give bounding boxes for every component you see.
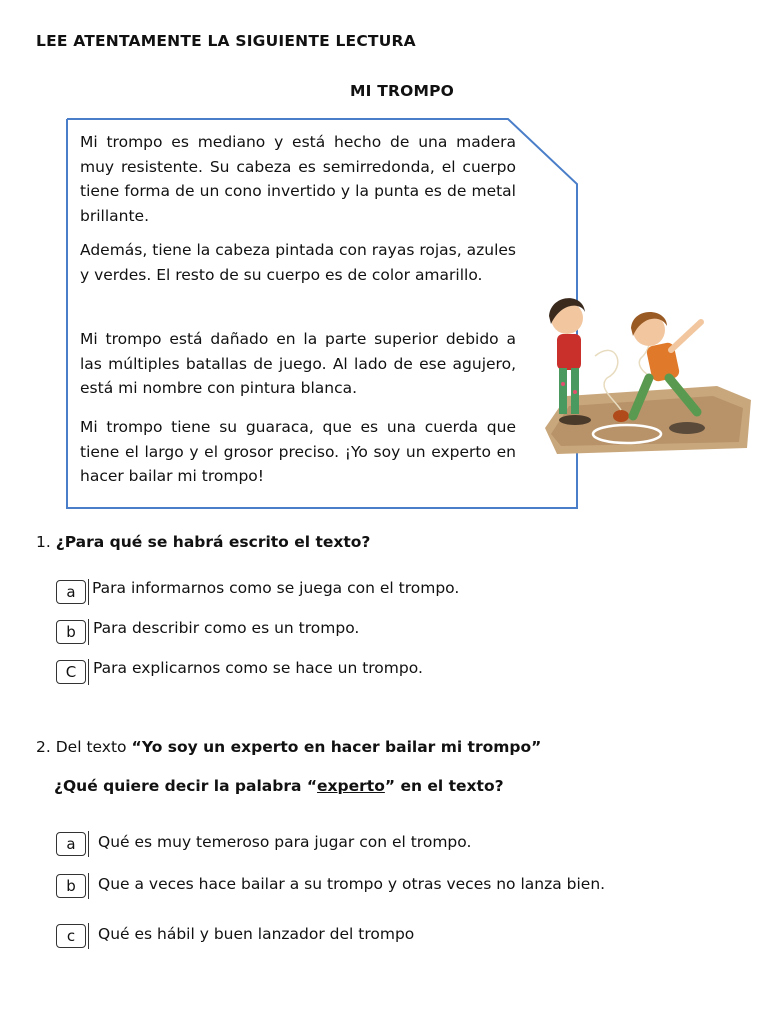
paragraph-3: Mi trompo está dañado en la parte superior debido a las múltiples batallas de juego. Al lado de ese agujero, está mi nombre con pintura blanca.	[80, 330, 516, 397]
q1-option-a-text: Para informarnos como se juega con el trompo.	[92, 579, 460, 597]
q2-option-c-separator	[88, 923, 89, 949]
q2-option-a-box[interactable]: a	[56, 832, 86, 856]
q2-option-b-text: Que a veces hace bailar a su trompo y otras veces no lanza bien.	[98, 875, 606, 893]
q1-option-c-box[interactable]: C	[56, 660, 86, 684]
question-2	[36, 738, 541, 756]
question-2-number: 2.	[36, 738, 51, 756]
question-1-number: 1.	[36, 533, 51, 551]
reading-box	[66, 118, 578, 510]
question-2-subquestion	[54, 777, 504, 795]
q2-option-b-box[interactable]: b	[56, 874, 86, 898]
paragraph-2: Además, tiene la cabeza pintada con rayas rojas, azules y verdes. El resto de su cuerpo es de color amarillo.	[80, 241, 516, 284]
question-2-intro: Del texto	[55, 738, 127, 756]
question-2-quote: “Yo soy un experto en hacer bailar mi trompo”	[131, 738, 542, 756]
q2-option-c-box[interactable]: c	[56, 924, 86, 948]
q2-option-c-text: Qué es hábil y buen lanzador del trompo	[98, 925, 415, 943]
paragraph-1: Mi trompo es mediano y está hecho de una madera muy resistente. Su cabeza es semirredonda, el cuerpo tiene forma de un cono invertido y la punta es de metal brillante.	[80, 133, 516, 225]
q1-option-b-text: Para describir como es un trompo.	[93, 619, 360, 637]
children-spinning-top-illustration	[537, 288, 759, 460]
q2-option-a-text: Qué es muy temeroso para jugar con el trompo.	[98, 833, 472, 851]
question-1	[36, 533, 370, 551]
subquestion-end: ” en el texto?	[384, 777, 504, 795]
q1-option-c-text: Para explicarnos como se hace un trompo.	[93, 659, 423, 677]
q1-option-a-separator	[88, 579, 89, 605]
instruction-heading: LEE ATENTAMENTE LA SIGUIENTE LECTURA	[36, 32, 416, 50]
q1-option-b-separator	[88, 619, 89, 645]
q1-option-a-box[interactable]: a	[56, 580, 86, 604]
q1-option-c-separator	[88, 659, 89, 685]
paragraph-4: Mi trompo tiene su guaraca, que es una cuerda que tiene el largo y el grosor preciso. ¡Yo soy un experto en hacer bailar mi trompo!	[80, 418, 516, 485]
subquestion-keyword: experto	[317, 777, 385, 795]
subquestion-start: ¿Qué quiere decir la palabra “	[54, 777, 318, 795]
q2-option-b-separator	[88, 873, 89, 899]
q1-option-b-box[interactable]: b	[56, 620, 86, 644]
question-1-text: ¿Para qué se habrá escrito el texto?	[55, 533, 371, 551]
q2-option-a-separator	[88, 831, 89, 857]
story-title: MI TROMPO	[350, 82, 455, 100]
